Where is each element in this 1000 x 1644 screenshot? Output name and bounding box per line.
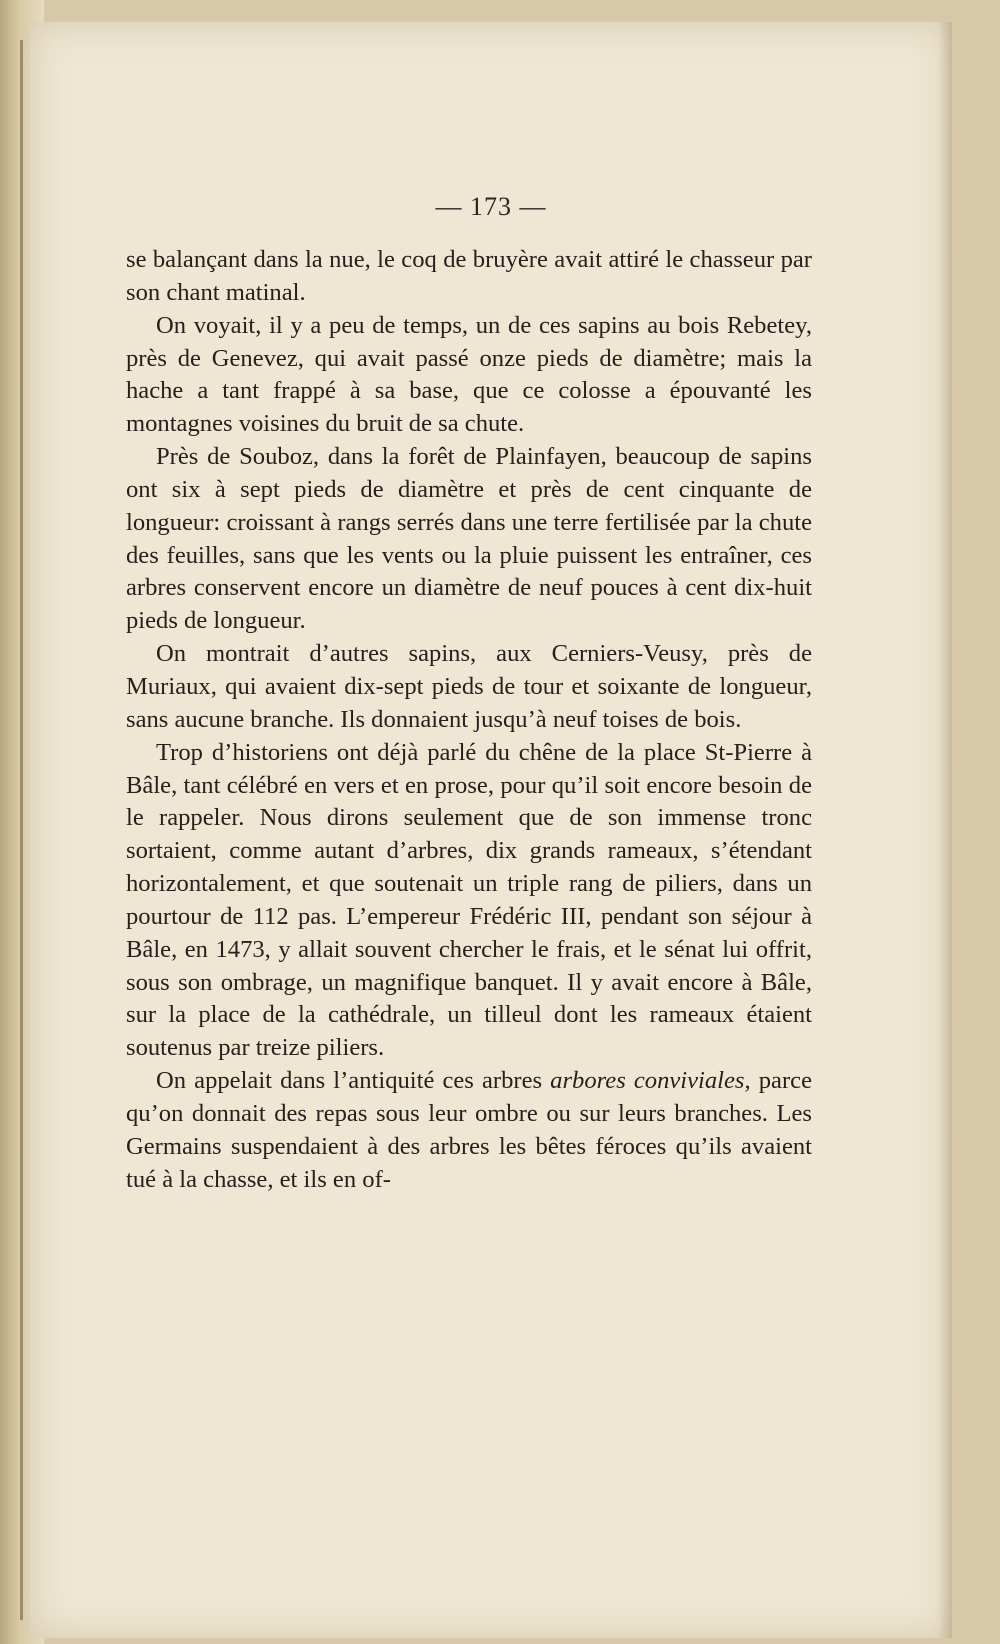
page-fold-edge — [20, 40, 23, 1620]
latin-term: arbores conviviales, — [550, 1067, 751, 1095]
paragraph: Trop d’historiens ont déjà parlé du chêne de la place St-Pierre à Bâle, tant célébré en vers et en prose, pour qu’il soit encore besoin de le rappeler. Nous dirons seulement que de son immense tronc sortaient, comme autant d’arbres, dix grands rameaux, s’étendant horizontalement, et que soutenait un triple rang de piliers, dans un pourtour de 112 pas. L’empereur Frédéric III, pendant son séjour à Bâle, en 1473, y allait souvent chercher le frais, et le sénat lui offrit, sous son ombrage, un magnifique banquet. Il y avait encore à Bâle, sur la place de la cathédrale, un tilleul dont les rameaux étaient soutenus par treize piliers. — [126, 738, 812, 1062]
page-edge-shadow — [938, 22, 952, 1638]
paragraph-text: parce qu’on donnait des repas sous leur ombre ou sur leurs branches. Les Germains suspendaient à des arbres les bêtes féroces qu’ils avaient tué à la chasse, et ils en of- — [126, 1067, 812, 1193]
page-number: — 173 — — [435, 192, 547, 221]
paragraph: On montrait d’autres sapins, aux Cerniers-Veusy, près de Muriaux, qui avaient dix-sept pieds de tour et soixante de longueur, sans aucune branche. Ils donnaient jusqu’à neuf toises de bois. — [126, 640, 812, 733]
paragraph-text: On appelait dans l’antiquité ces arbres — [156, 1067, 551, 1095]
paragraph: Près de Souboz, dans la forêt de Plainfayen, beaucoup de sapins ont six à sept pieds de diamètre et près de cent cinquante de longueur: croissant à rangs serrés dans une terre fertilisée par la chute des feuilles, sans que les vents ou la pluie puissent les entraîner, ces arbres conservent encore un diamètre de neuf pouces à cent dix-huit pieds de longueur. — [126, 443, 812, 635]
book-page — [30, 22, 952, 1638]
paragraph — [126, 1065, 812, 1196]
body-text — [126, 244, 812, 1196]
paragraph: se balançant dans la nue, le coq de bruyère avait attiré le chasseur par son chant matinal. — [126, 246, 812, 306]
paragraph: On voyait, il y a peu de temps, un de ces sapins au bois Rebetey, près de Genevez, qui avait passé onze pieds de diamètre; mais la hache a tant frappé à sa base, que ce colosse a épouvanté les montagnes voisines du bruit de sa chute. — [126, 311, 812, 438]
